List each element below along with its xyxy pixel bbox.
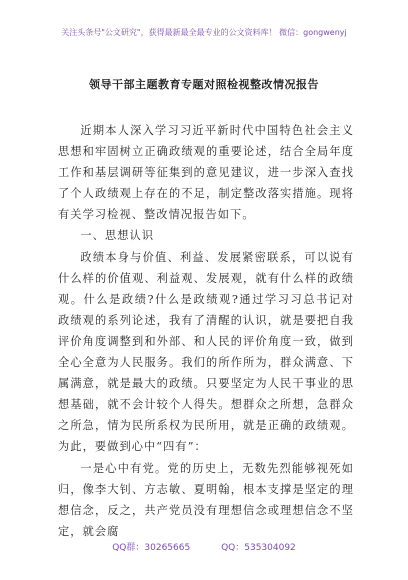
footer-qq-group: QQ群：30265665 — [112, 543, 191, 553]
footer-contact — [0, 540, 408, 553]
section-heading: 一、思想认识 — [80, 229, 155, 243]
header-promo-note: 关注头条号"公文研究"，获得最新最全最专业的公文资料库！ 微信：gongwenyj — [61, 28, 347, 37]
body-paragraph: 一是心中有党。党的历史上，无数先烈能够视死如归，像李大钊、方志敏、夏明翰，根本支撑是坚定的理想信念，反之，共产党员没有理想信念或理想信念不坚定，就会腐 — [58, 461, 354, 538]
intro-paragraph: 近期本人深入学习习近平新时代中国特色社会主义思想和牢固树立正确政绩观的重要论述，结合全局年度工作和基层调研等征集到的意见建议，进一步深入查找了个人政绩观上存在的不足，制定整改落实措施。现将有关学习检视、整改情况报告如下。 — [58, 124, 354, 222]
document-title: 领导干部主题教育专题对照检视整改情况报告 — [89, 78, 319, 91]
body-paragraph: 政绩本身与价值、利益、发展紧密联系，可以说有什么样的价值观、利益观、发展观，就有什么样的政绩观。什么是政绩?什么是政绩观?通过学习习总书记对政绩观的系列论述，我有了清醒的认识，就是要把自我评价角度调整到和外部、和人民的评价角度一致，做到全心全意为人民服务。我们的所作所为，群众满意、下属满意，就是最大的政绩。只要坚定为人民干事业的思想基础，就不会计较个人得失。想群众之所想，急群众之所急，情为民所系权为民所用，就是正确的政绩观。为此，要做到心中“四有”： — [58, 250, 354, 454]
footer-qq: QQ：535304092 — [221, 543, 296, 553]
document-body — [58, 120, 354, 542]
